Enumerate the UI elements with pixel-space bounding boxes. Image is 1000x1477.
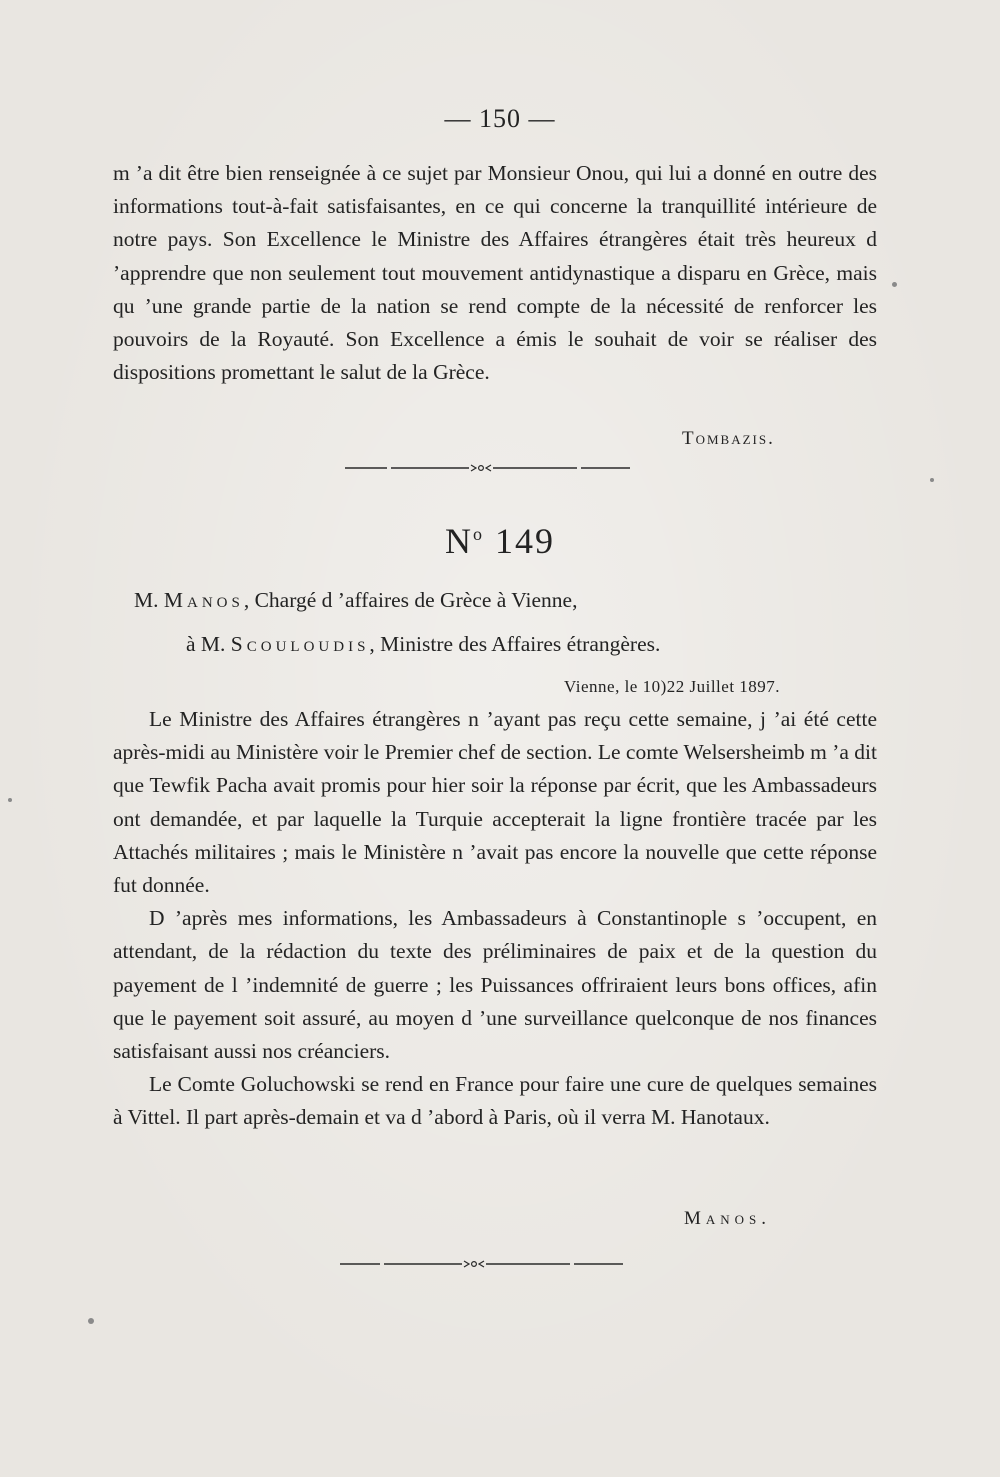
date-line: Vienne, le 10)22 Juillet 1897. <box>564 677 781 696</box>
previous-letter-text <box>113 157 877 389</box>
section-divider <box>345 462 630 474</box>
recipient-role: , Ministre des Affaires étrangères. <box>369 632 661 656</box>
sender-name: Manos <box>163 588 244 612</box>
number-value: 149 <box>495 521 555 561</box>
paper-speck <box>8 798 12 802</box>
recipient-line <box>186 632 660 657</box>
page-number: — 150 — <box>444 104 556 133</box>
paragraph: Le Ministre des Affaires étrangères n ’ayant pas reçu cette semaine, j ’ai été cette après-midi au Ministère voir le Premier chef de section. Le comte Welsersheimb m ’a dit que Tewfik Pacha avait promis pour hier soir la réponse par écrit, que les Ambassadeurs ont demandée, et par laquelle la Turquie accepterait la ligne frontière tracée par les Attachés militaires ; mais le Ministère n ’avait pas encore la nouvelle que cette réponse fut donnée. <box>113 707 877 898</box>
recipient-prefix: à M. <box>186 632 226 656</box>
paper-speck <box>892 282 897 287</box>
sender-role: , Chargé d ’affaires de Grèce à Vienne, <box>243 588 578 612</box>
document-number <box>0 520 1000 562</box>
paragraph: Le Comte Goluchowski se rend en France pour faire une cure de quelques semaines à Vittel. Il part après-demain et va d ’abord à Paris, où il verra M. Hanotaux. <box>113 1072 877 1130</box>
section-divider <box>340 1258 623 1270</box>
sender-line <box>134 588 577 613</box>
number-suffix: o <box>473 524 484 544</box>
recipient-name: Scouloudis <box>230 632 370 656</box>
paragraph: m ’a dit être bien renseignée à ce sujet par Monsieur Onou, qui lui a donné en outre des informations tout-à-fait satisfaisantes, en ce qui concerne la tranquillité intérieure de notre pays. Son Excellence le Ministre des Affaires étrangères était très heureux d ’apprendre que non seulement tout mouvement antidynastique a disparu en Grèce, mais qu ’une grande partie de la nation se rend compte de la nécessité de renforcer les pouvoirs de la Royauté. Son Excellence a émis le souhait de voir se réaliser des dispositions promettant le salut de la Grèce. <box>113 161 877 385</box>
paper-speck <box>88 1318 94 1324</box>
paper-speck <box>930 478 934 482</box>
sender-title: M. <box>134 588 159 612</box>
letter-body <box>113 703 877 1135</box>
number-prefix: N <box>445 521 473 561</box>
signature-manos: Manos. <box>684 1208 772 1229</box>
paragraph: D ’après mes informations, les Ambassadeurs à Constantinople s ’occupent, en attendant, de la rédaction du texte des préliminaires de paix et de la question du payement de l ’indemnité de guerre ; les Puissances offriraient leurs bons offices, afin que le payement soit assuré, au moyen d ’une surveillance quelconque de nos finances satisfaisant aussi nos créanciers. <box>113 906 877 1064</box>
signature-tombazis: Tombazis. <box>682 428 775 449</box>
